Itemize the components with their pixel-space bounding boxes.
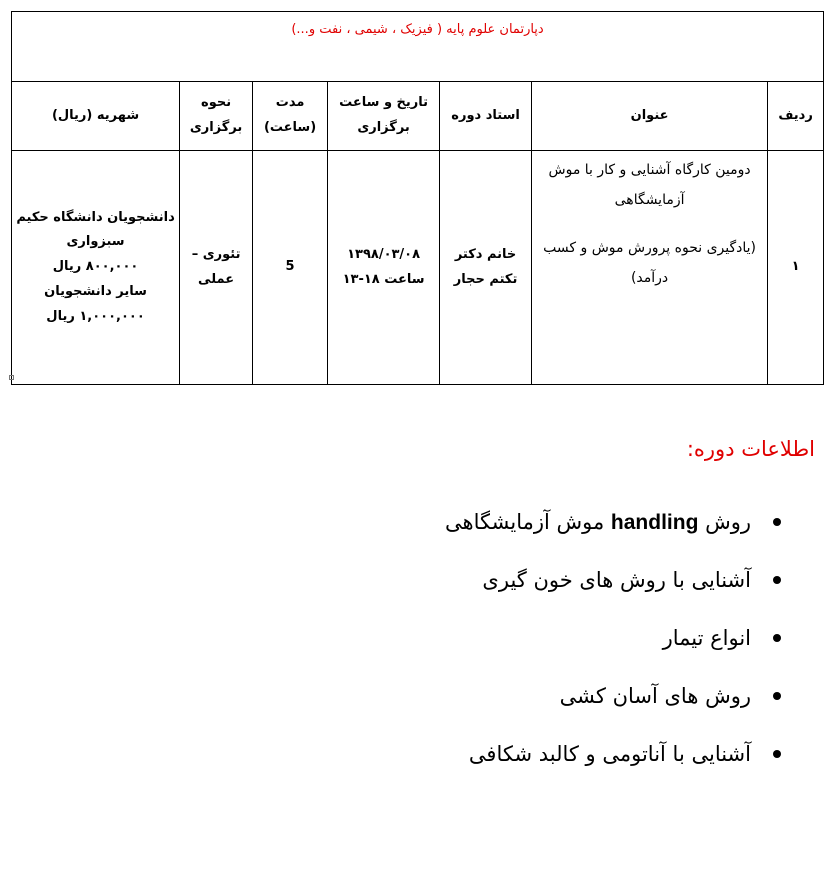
department-title: دپارتمان علوم پایه ( فیزیک ، شیمی ، نفت و...) bbox=[12, 12, 824, 82]
course-title-cell bbox=[532, 151, 768, 385]
instructor-name: خانم دکتر تکتم حجار bbox=[440, 151, 532, 385]
header-date-time: تاریخ و ساعت برگزاری bbox=[328, 82, 440, 151]
fee-group1-label: دانشجویان دانشگاه حکیم سبزواری bbox=[16, 209, 175, 250]
course-time: ساعت ۱۸-۱۳ bbox=[342, 271, 425, 287]
course-subtitle: (یادگیری نحوه پرورش موش و کسب درآمد) bbox=[543, 240, 757, 287]
list-item bbox=[61, 551, 781, 609]
list-item bbox=[61, 667, 781, 725]
bullet-icon bbox=[773, 692, 781, 700]
fee-group2-label: سایر دانشجویان bbox=[44, 283, 147, 299]
info-list bbox=[61, 493, 781, 783]
header-row-number: ردیف bbox=[768, 82, 824, 151]
header-title: عنوان bbox=[532, 82, 768, 151]
duration-value: 5 bbox=[253, 151, 328, 385]
course-table bbox=[11, 11, 824, 385]
table-header-row bbox=[12, 82, 824, 151]
fee-group2-amount: ۱,۰۰۰,۰۰۰ ریال bbox=[46, 308, 145, 324]
list-item bbox=[61, 493, 781, 551]
course-title: دومین کارگاه آشنایی و کار با موش آزمایشگاهی bbox=[548, 162, 751, 209]
list-item bbox=[61, 609, 781, 667]
date-time-cell bbox=[328, 151, 440, 385]
list-item-text: آشنایی با آناتومی و کالبد شکافی bbox=[468, 742, 751, 766]
header-duration: مدت (ساعت) bbox=[253, 82, 328, 151]
bullet-icon bbox=[773, 518, 781, 526]
bullet-icon bbox=[773, 634, 781, 642]
course-date: ۱۳۹۸/۰۳/۰۸ bbox=[347, 246, 421, 262]
bullet-icon bbox=[773, 750, 781, 758]
header-fee: شهریه (ریال) bbox=[12, 82, 180, 151]
fee-group1-amount: ۸۰۰,۰۰۰ ریال bbox=[52, 259, 139, 275]
list-item-latin-term: handling bbox=[610, 511, 699, 534]
fee-cell bbox=[12, 151, 180, 385]
bullet-icon bbox=[773, 576, 781, 584]
list-item bbox=[61, 725, 781, 783]
table-row bbox=[12, 151, 824, 385]
format-value: تئوری – عملی bbox=[180, 151, 253, 385]
list-item-text: روش bbox=[698, 510, 751, 534]
list-item-text-suffix: موش آزمایشگاهی bbox=[445, 510, 611, 534]
info-heading: اطلاعات دوره: bbox=[686, 437, 815, 461]
header-format: نحوه برگزاری bbox=[180, 82, 253, 151]
list-item-text: انواع تیمار bbox=[662, 626, 751, 650]
header-instructor: استاد دوره bbox=[440, 82, 532, 151]
list-item-text: آشنایی با روش های خون گیری bbox=[482, 568, 751, 592]
row-number: ۱ bbox=[768, 151, 824, 385]
table-resize-handle[interactable] bbox=[9, 375, 14, 380]
list-item-text: روش های آسان کشی bbox=[559, 684, 751, 708]
